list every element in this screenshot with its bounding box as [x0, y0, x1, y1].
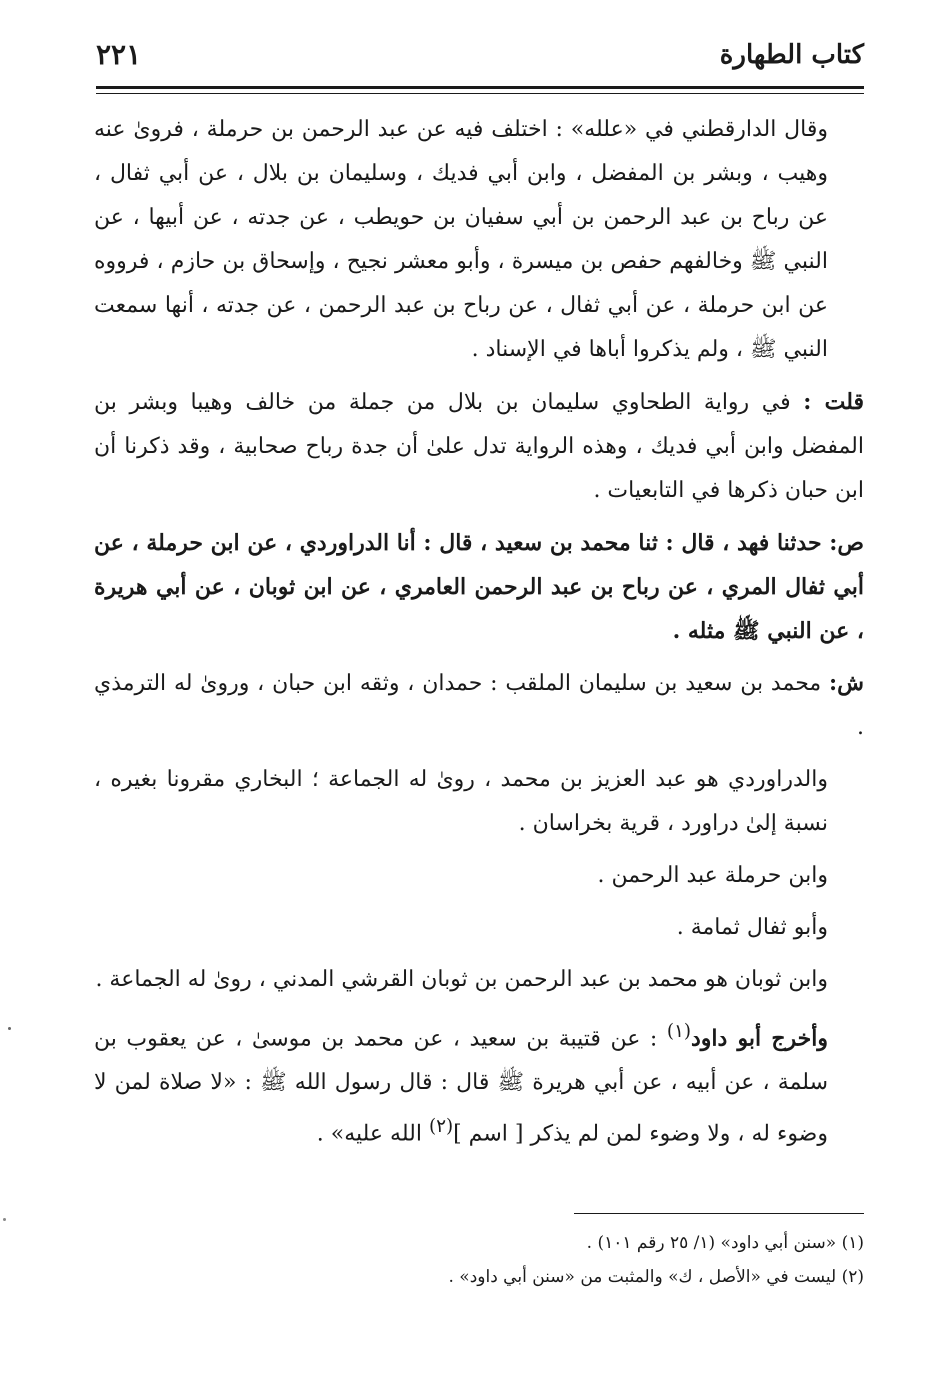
- header-rule-thick: [96, 86, 864, 89]
- paragraph: وقال الدارقطني في «علله» : اختلف فيه عن عبد الرحمن بن حرملة ، فروىٰ عنه وهيب ، وبشر بن المفضل ، وابن أبي فديك ، وسليمان بن بلال ، عن أبي ثفال ، عن رباح بن عبد الرحمن بن أبي سفيان بن حويطب ، عن جدته ، عن أبيها ، عن النبي ﷺ وخالفهم حفص بن ميسرة ، وأبو معشر نجيح ، وإسحاق بن حازم ، فرووه عن ابن حرملة ، عن أبي ثفال ، عن رباح بن عبد الرحمن ، عن جدته ، أنها سمعت النبي ﷺ ، ولم يذكروا أباها في الإسناد .: [94, 117, 828, 362]
- sharh-label: ش:: [829, 670, 864, 696]
- chapter-title: كتاب الطهارة: [719, 40, 864, 70]
- footnote: (١) «سنن أبي داود» (١/ ٢٥ رقم ١٠١) .: [586, 1233, 864, 1253]
- paragraph: [94, 380, 864, 513]
- header-rule-thin: [96, 93, 864, 94]
- paragraph-text: : عن قتيبة بن سعيد ، عن محمد بن موسىٰ ، عن يعقوب بن سلمة ، عن أبيه ، عن أبي هريرة ﷺ قال : قال رسول الله ﷺ : «لا صلاة لمن لا وضوء له ، ولا وضوء لمن لم يذكر [ اسم ]: [94, 1026, 828, 1147]
- scan-speck: [3, 1218, 6, 1221]
- hadith-text: ص: حدثنا فهد ، قال : ثنا محمد بن سعيد ، قال : أنا الدراوردي ، عن ابن حرملة ، عن أبي ثفال المري ، عن رباح بن عبد الرحمن العامري ، عن ابن ثوبان ، عن أبي هريرة ، عن النبي ﷺ مثله .: [94, 530, 864, 644]
- paragraph: [94, 661, 864, 750]
- footnote-rule: [574, 1213, 864, 1214]
- footnotes: [94, 1226, 864, 1294]
- main-text: [94, 108, 864, 1165]
- scan-speck: [8, 1027, 11, 1030]
- page-header: [96, 40, 864, 88]
- paragraph: وابن حرملة عبد الرحمن .: [597, 863, 828, 888]
- paragraph: [94, 1010, 864, 1157]
- akhraja-label: وأخرج أبو داود: [691, 1025, 828, 1052]
- paragraph-text: محمد بن سعيد بن سليمان الملقب : حمدان ، وثقه ابن حبان ، وروىٰ له الترمذي .: [94, 671, 864, 740]
- page-number: ٢٢١: [96, 38, 142, 71]
- footnote: (٢) ليست في «الأصل ، ك» والمثبت من «سنن أبي داود» .: [448, 1267, 864, 1287]
- paragraph-text: الله عليه» .: [316, 1121, 429, 1147]
- footnote-ref: (١): [666, 1021, 691, 1042]
- footnote-ref: (٢): [428, 1116, 454, 1138]
- paragraph: وأبو ثفال ثمامة .: [676, 915, 828, 940]
- paragraph: وابن ثوبان هو محمد بن عبد الرحمن بن ثوبان القرشي المدني ، روىٰ له الجماعة .: [95, 967, 828, 992]
- qult-label: قلت :: [803, 389, 864, 415]
- paragraph-text: في رواية الطحاوي سليمان بن بلال من جملة من خالف وهيبا وبشر بن المفضل وابن أبي فديك ، وهذه الرواية تدل علىٰ أن جدة رباح صحابية ، وقد ذكرنا أن ابن حبان ذكرها في التابعيات .: [94, 390, 864, 503]
- paragraph: والدراوردي هو عبد العزيز بن محمد ، روىٰ له الجماعة ؛ البخاري مقرونا بغيره ، نسبة إلىٰ دراورد ، قرية بخراسان .: [94, 767, 828, 836]
